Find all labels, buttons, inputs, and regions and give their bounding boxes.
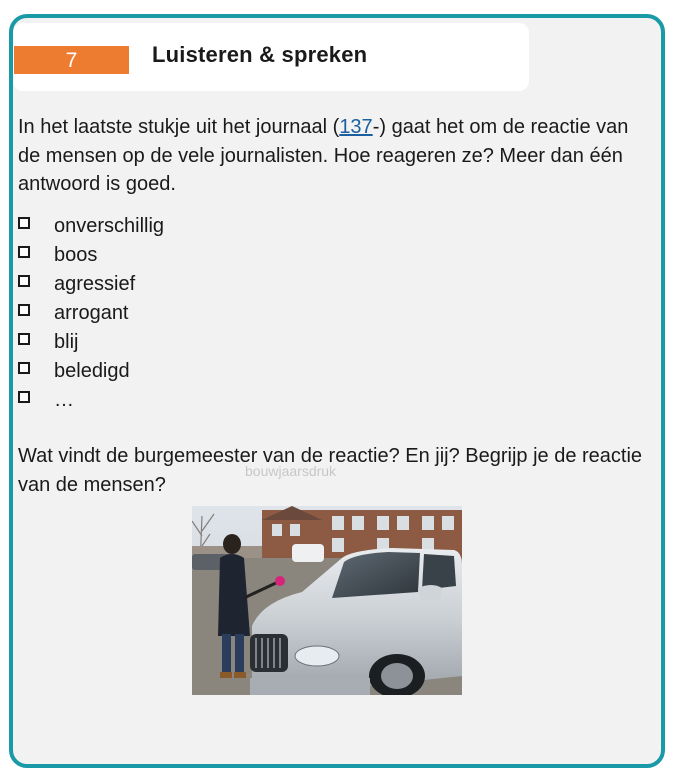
answer-option[interactable]: [18, 386, 164, 415]
option-label: arrogant: [54, 302, 129, 324]
option-label: …: [54, 389, 74, 411]
checkbox-icon[interactable]: [18, 361, 35, 378]
option-label: agressief: [54, 273, 136, 295]
answer-option[interactable]: [18, 357, 164, 386]
follow-up-question: Wat vindt de burgemeester van de reactie? En jij? Begrijp je de reactie van de mensen?: [18, 445, 643, 496]
checkbox-icon[interactable]: [18, 390, 35, 407]
option-label: boos: [54, 244, 98, 266]
episode-link[interactable]: 137: [339, 116, 373, 138]
answer-option[interactable]: [18, 299, 164, 328]
checkbox-icon[interactable]: [18, 303, 35, 320]
option-label: blij: [54, 331, 79, 353]
news-photo-illustration: [192, 506, 462, 695]
question-text-start: In het laatste stukje uit het journaal (: [18, 116, 340, 138]
answer-option[interactable]: [18, 241, 164, 270]
option-label: onverschillig: [54, 215, 165, 237]
checkbox-icon[interactable]: [18, 245, 35, 262]
news-photo: [192, 506, 462, 695]
checkbox-icon[interactable]: [18, 332, 35, 349]
checkbox-icon[interactable]: [18, 216, 35, 233]
answer-options: [18, 212, 164, 415]
checkbox-icon[interactable]: [18, 274, 35, 291]
watermark: bouwjaarsdruk: [245, 463, 337, 479]
question-text: [18, 113, 630, 199]
exercise-number-badge: 7: [14, 46, 129, 74]
question-text-end: -) gaat het om de reactie van de mensen op de vele journalisten. Hoe reageren ze? Meer dan één antwoord is goed.: [18, 116, 629, 195]
answer-option[interactable]: [18, 212, 164, 241]
answer-option[interactable]: [18, 328, 164, 357]
option-label: beledigd: [54, 360, 130, 382]
exercise-title: Luisteren & spreken: [152, 42, 368, 67]
answer-option[interactable]: [18, 270, 164, 299]
